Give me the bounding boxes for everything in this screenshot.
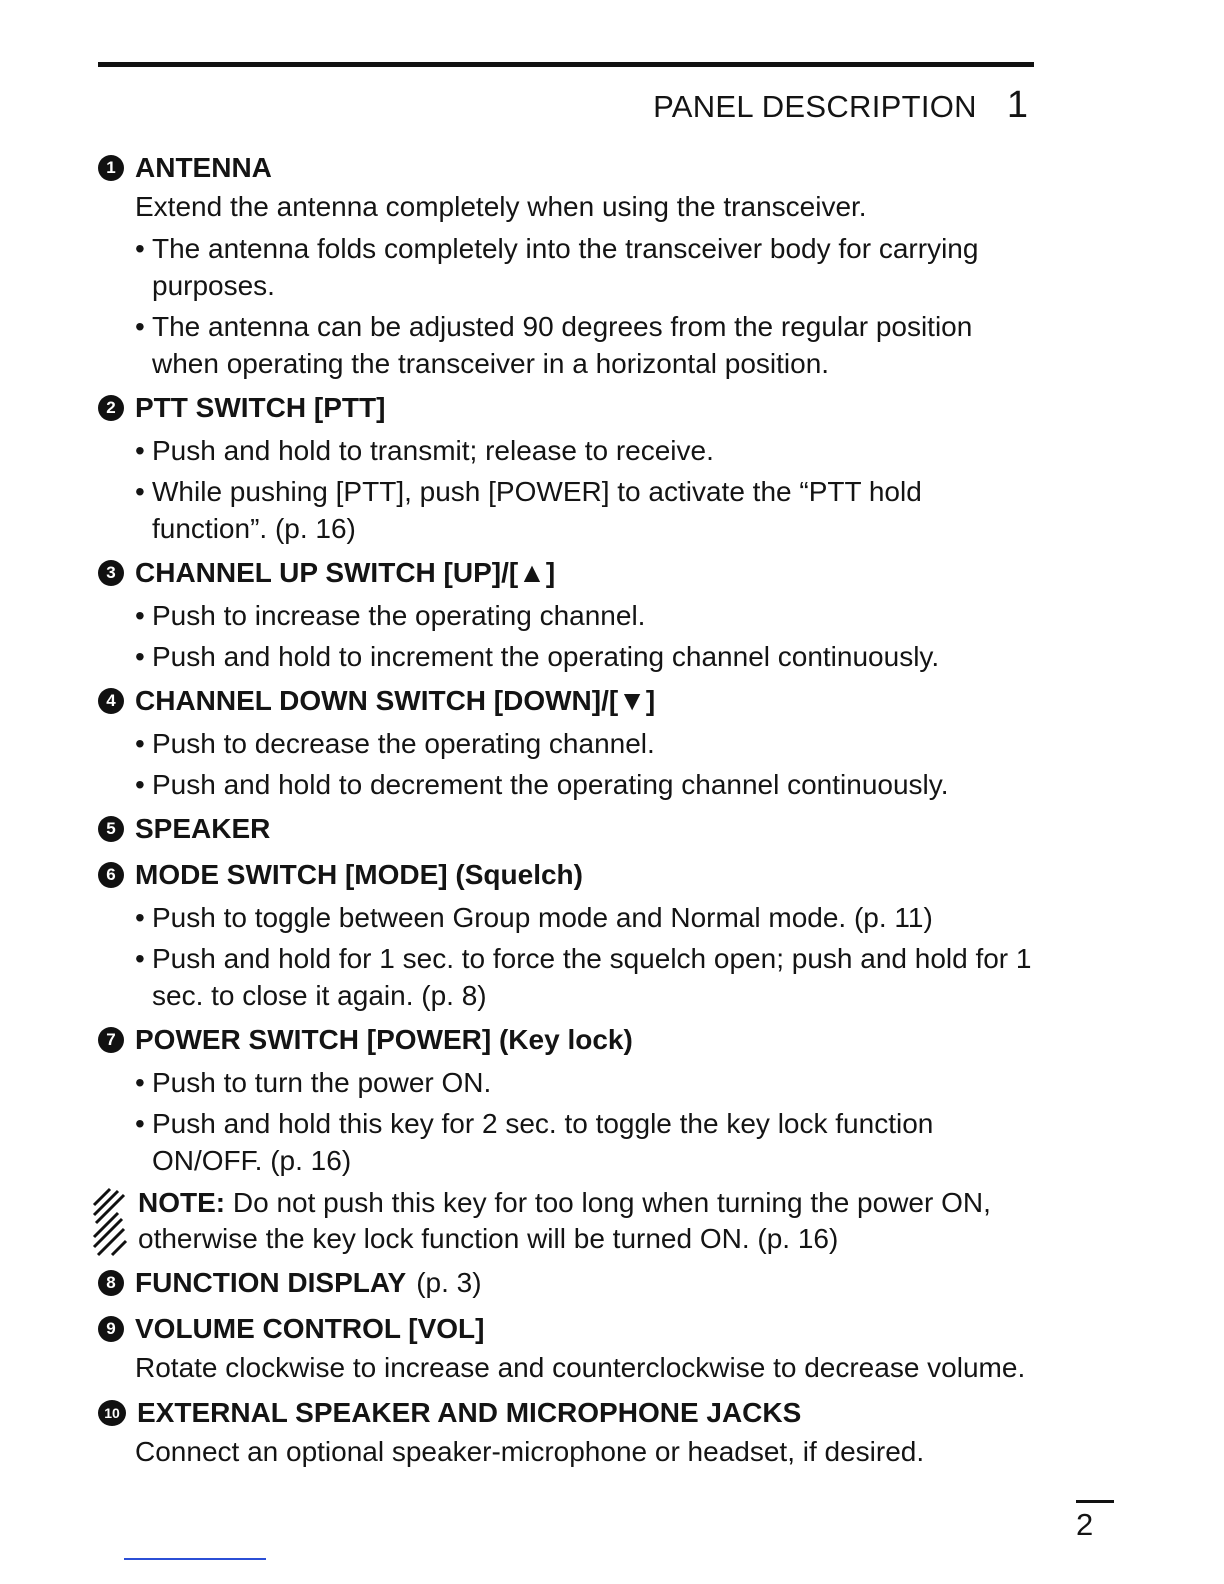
- item-title: EXTERNAL SPEAKER AND MICROPHONE JACKS: [137, 1397, 802, 1428]
- item-title: CHANNEL DOWN SWITCH [DOWN]/[▼]: [135, 685, 656, 716]
- item-number-badge: 5: [98, 816, 124, 842]
- item-title: CHANNEL UP SWITCH [UP]/[▲]: [135, 557, 556, 588]
- bullet-item: • Push and hold to transmit; release to receive.: [135, 432, 1032, 469]
- bullet-item: • While pushing [PTT], push [POWER] to activate the “PTT hold function”. (p. 16): [135, 473, 1032, 547]
- bullet-item: • Push and hold to decrement the operating channel continuously.: [135, 766, 1032, 803]
- item-title: VOLUME CONTROL [VOL]: [135, 1313, 485, 1344]
- note-label: NOTE:: [138, 1187, 226, 1218]
- scan-edge-line: [124, 1558, 266, 1560]
- item-title: SPEAKER: [135, 813, 271, 844]
- item-number-badge: 10: [98, 1400, 126, 1426]
- bullet-item: • Push and hold to increment the operating channel continuously.: [135, 638, 1032, 675]
- item-number-badge: 3: [98, 560, 124, 586]
- note-box: [92, 1185, 1038, 1257]
- item-external-jacks: [98, 1393, 1038, 1471]
- chapter-number: 1: [1006, 84, 1028, 126]
- bullet-item: • Push and hold this key for 2 sec. to toggle the key lock function ON/OFF. (p. 16): [135, 1105, 1032, 1179]
- item-number-badge: 2: [98, 395, 124, 421]
- item-number-badge: 9: [98, 1316, 124, 1342]
- item-power-switch: [98, 1020, 1038, 1257]
- item-number-badge: 1: [98, 155, 124, 181]
- item-volume-control: [98, 1309, 1038, 1387]
- note-text: Do not push this key for too long when turning the power ON, otherwise the key lock function will be turned ON. (p. 16): [138, 1187, 991, 1254]
- item-channel-down-switch: [98, 681, 1038, 803]
- item-antenna: [98, 148, 1038, 382]
- item-number-badge: 8: [98, 1270, 124, 1296]
- page-header: [653, 84, 1028, 127]
- bullet-item: • Push to decrease the operating channel.: [135, 725, 1032, 762]
- page-number: 2: [1076, 1500, 1114, 1543]
- bullet-item: • Push to increase the operating channel.: [135, 597, 1032, 634]
- note-hatch-icon: [92, 1185, 130, 1257]
- item-description: Extend the antenna completely when using the transceiver.: [135, 191, 867, 222]
- item-ptt-switch: [98, 388, 1038, 547]
- item-number-badge: 4: [98, 688, 124, 714]
- item-speaker: [98, 809, 1038, 849]
- bullet-item: • Push to toggle between Group mode and Normal mode. (p. 11): [135, 899, 1032, 936]
- item-number-badge: 7: [98, 1027, 124, 1053]
- item-mode-switch: [98, 855, 1038, 1014]
- section-title: PANEL DESCRIPTION: [653, 89, 977, 124]
- bullet-item: • Push and hold for 1 sec. to force the squelch open; push and hold for 1 sec. to close it again. (p. 8): [135, 940, 1032, 1014]
- bullet-item: • Push to turn the power ON.: [135, 1064, 1032, 1101]
- item-description: Rotate clockwise to increase and counterclockwise to decrease volume.: [135, 1352, 1026, 1383]
- bullet-item: • The antenna can be adjusted 90 degrees from the regular position when operating the transceiver in a horizontal position.: [135, 308, 1032, 382]
- page-reference: (p. 3): [416, 1267, 482, 1298]
- panel-description-content: [98, 142, 1038, 1471]
- item-channel-up-switch: [98, 553, 1038, 675]
- item-title: PTT SWITCH [PTT]: [135, 392, 386, 423]
- item-number-badge: 6: [98, 862, 124, 888]
- header-rule: [98, 62, 1034, 67]
- item-function-display: [98, 1263, 1038, 1303]
- item-title: ANTENNA: [135, 152, 272, 183]
- item-title: MODE SWITCH [MODE] (Squelch): [135, 859, 583, 890]
- item-title: FUNCTION DISPLAY: [135, 1267, 407, 1298]
- item-description: Connect an optional speaker-microphone or headset, if desired.: [135, 1436, 925, 1467]
- bullet-item: • The antenna folds completely into the transceiver body for carrying purposes.: [135, 230, 1032, 304]
- item-title: POWER SWITCH [POWER] (Key lock): [135, 1024, 633, 1055]
